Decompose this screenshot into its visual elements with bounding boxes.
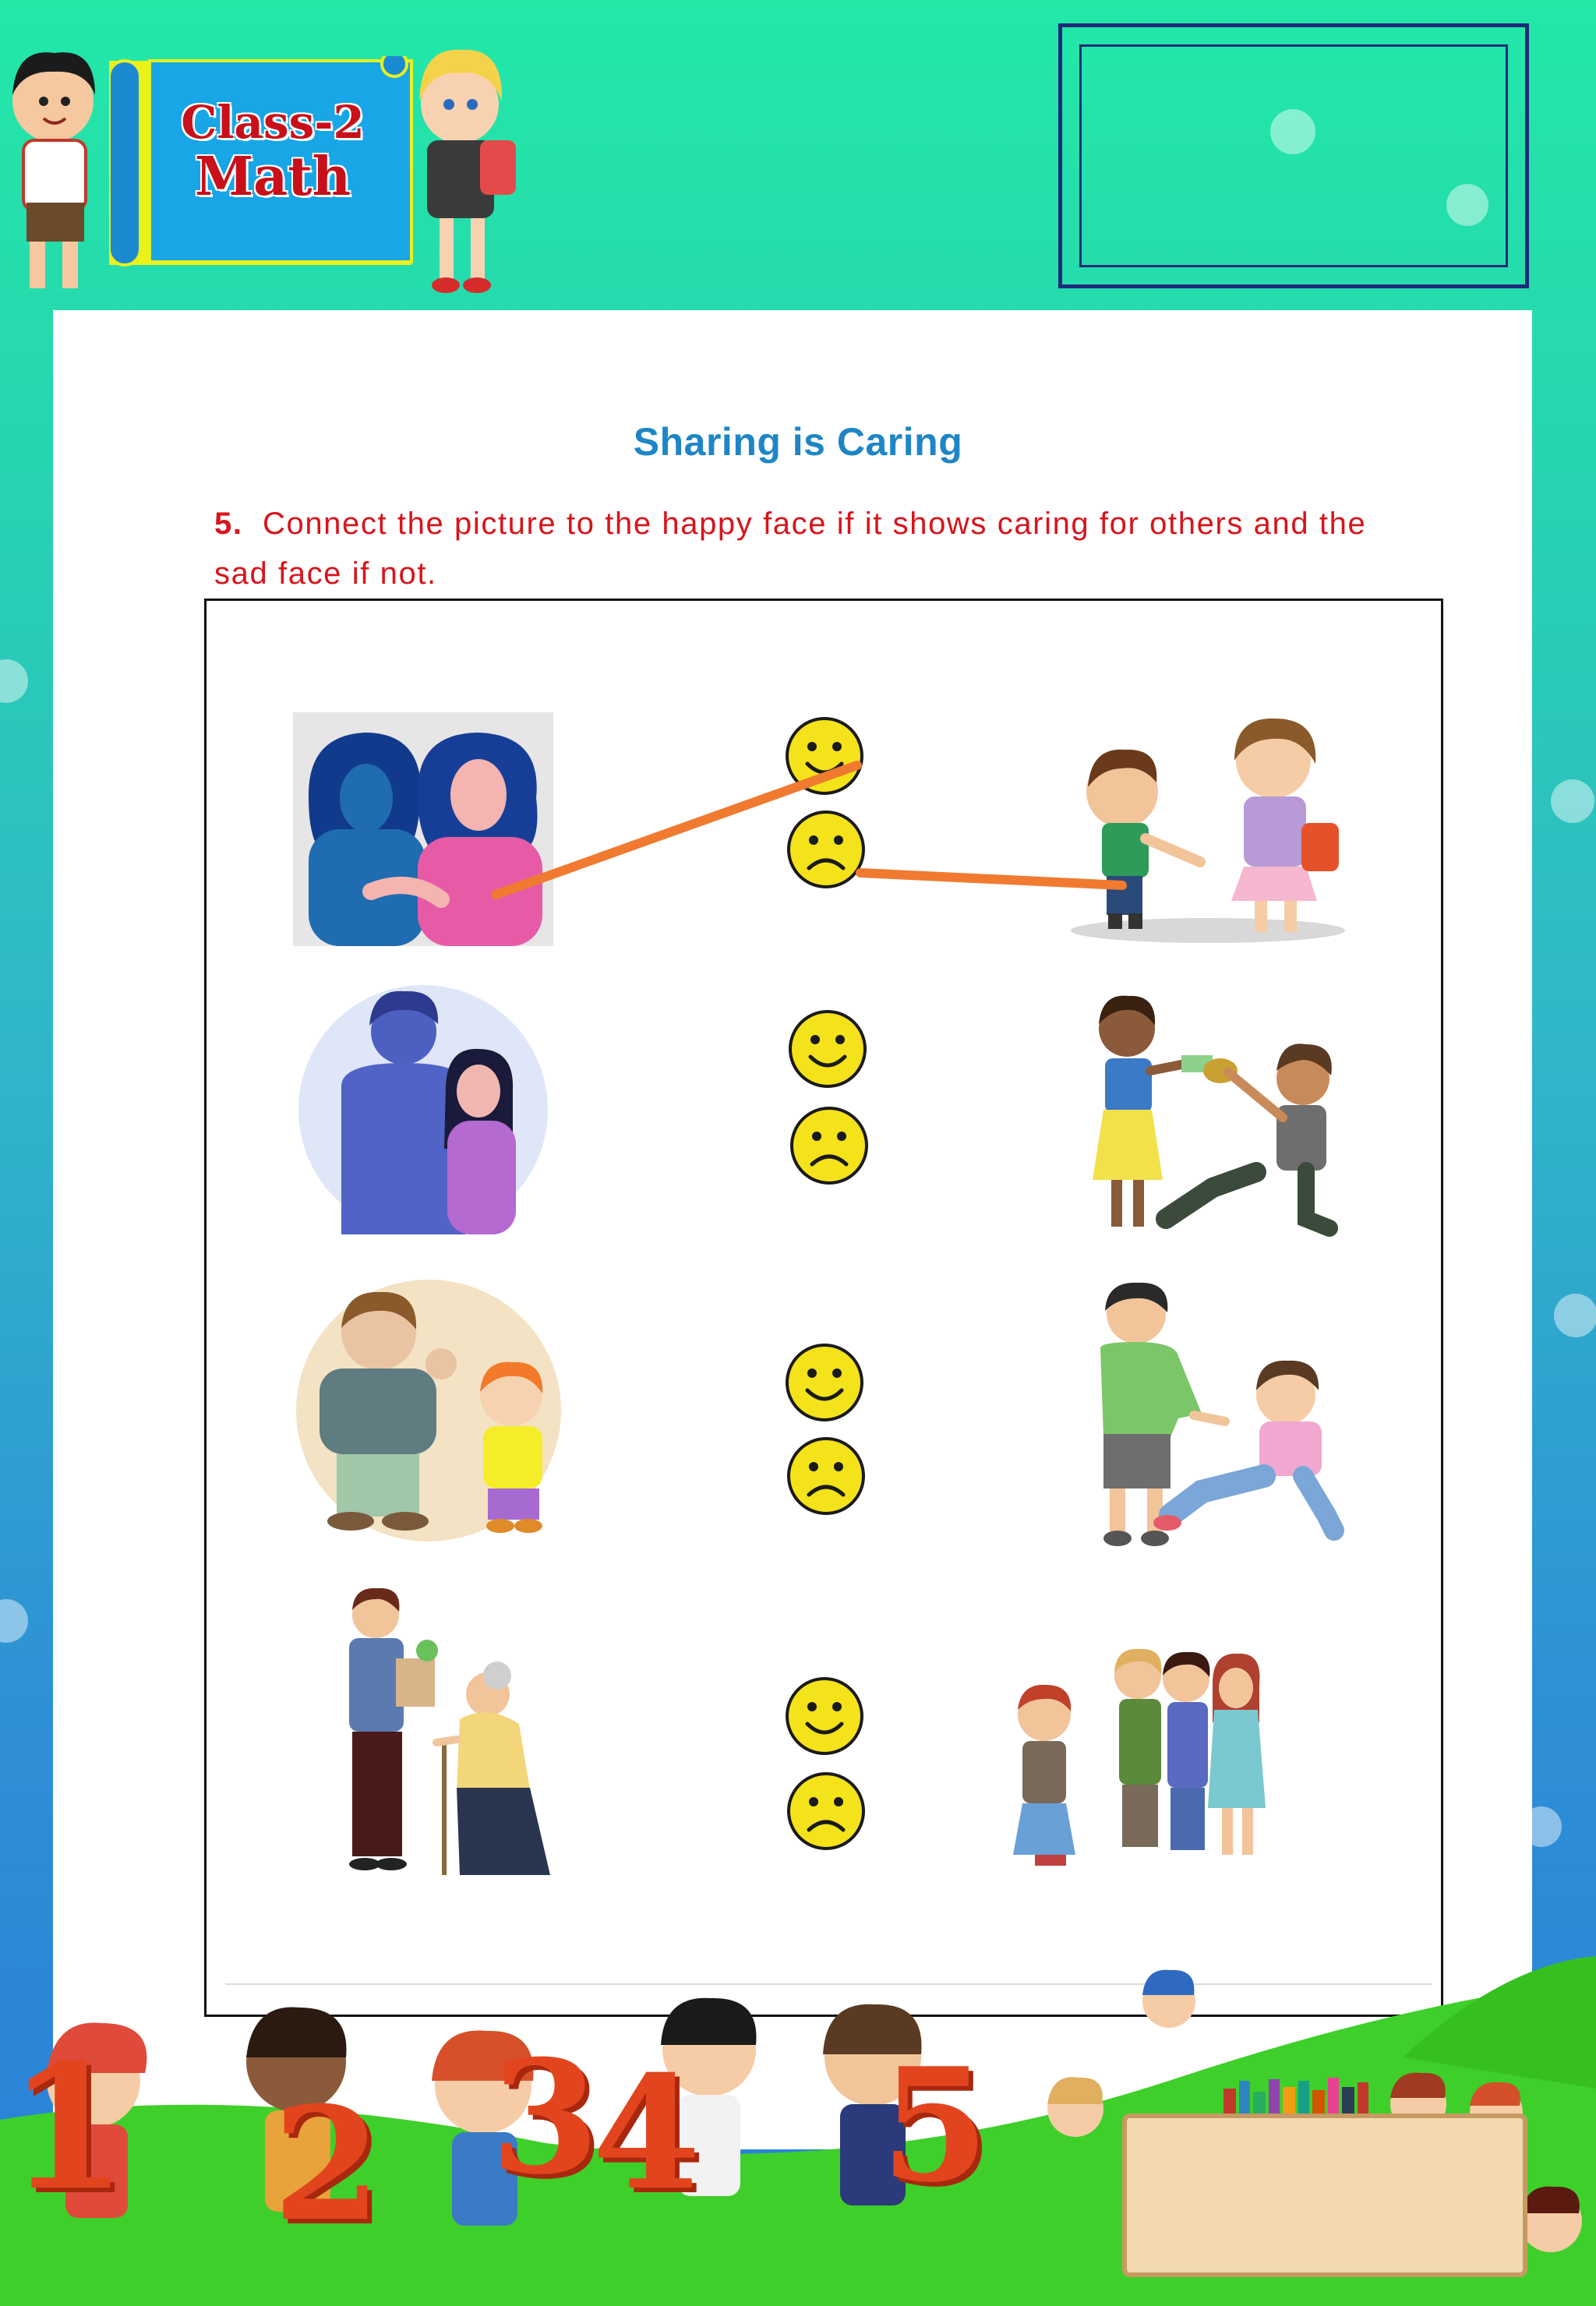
banner-line-class: Class-2 bbox=[181, 96, 365, 149]
blank-sign-board bbox=[1122, 2114, 1527, 2277]
row4-left-picture[interactable] bbox=[304, 1587, 574, 1883]
footer-numbers bbox=[0, 2026, 1013, 2291]
footer-number-1: 1 bbox=[8, 2026, 128, 2228]
footer-number-2: 2 bbox=[273, 2073, 382, 2256]
girl-mascot-icon bbox=[419, 50, 516, 293]
row1-sad-face-icon[interactable] bbox=[786, 809, 867, 890]
row3-happy-face-icon[interactable] bbox=[784, 1342, 865, 1423]
row3-left-picture[interactable] bbox=[296, 1278, 574, 1543]
row1-right-picture[interactable] bbox=[1068, 706, 1348, 948]
boy-mascot-icon bbox=[12, 52, 95, 288]
page-title: Sharing is Caring bbox=[633, 420, 963, 464]
question-instruction bbox=[214, 499, 1430, 599]
row3-right-picture[interactable] bbox=[1069, 1281, 1358, 1554]
footer-number-4: 4 bbox=[592, 2042, 701, 2225]
row4-sad-face-icon[interactable] bbox=[786, 1771, 867, 1852]
row2-left-picture[interactable] bbox=[295, 977, 552, 1242]
row1-happy-face-icon[interactable] bbox=[784, 715, 865, 796]
row1-left-picture[interactable] bbox=[293, 712, 553, 946]
question-number: 5. bbox=[214, 507, 243, 541]
footer-number-5: 5 bbox=[881, 2034, 990, 2217]
name-box-inner-border bbox=[1079, 44, 1508, 267]
decor-bubble bbox=[1551, 779, 1594, 823]
row4-right-picture[interactable] bbox=[1005, 1629, 1286, 1886]
row2-happy-face-icon[interactable] bbox=[787, 1008, 868, 1089]
question-text: Connect the picture to the happy face if it shows caring for others and the sad face if not. bbox=[214, 507, 1367, 591]
banner-line-subject: Math bbox=[194, 146, 351, 208]
banner-text bbox=[156, 95, 390, 208]
footer-number-3: 3 bbox=[491, 2026, 600, 2209]
name-box bbox=[1058, 23, 1529, 288]
row4-happy-face-icon[interactable] bbox=[784, 1676, 865, 1757]
decor-bubble bbox=[1554, 1294, 1596, 1337]
row2-right-picture[interactable] bbox=[1072, 985, 1350, 1239]
row3-sad-face-icon[interactable] bbox=[786, 1436, 867, 1517]
row2-sad-face-icon[interactable] bbox=[789, 1105, 870, 1186]
